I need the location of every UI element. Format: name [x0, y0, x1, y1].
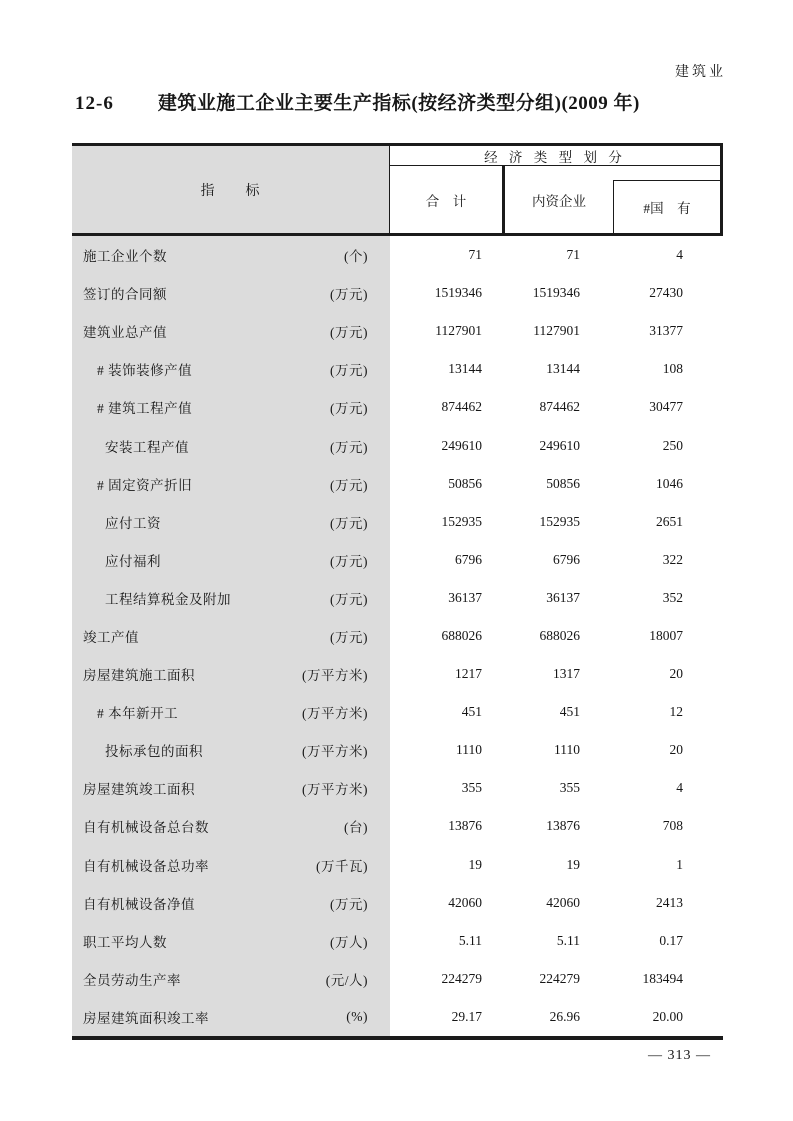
row-indicator-label: # 固定资产折旧 — [97, 477, 193, 493]
row-label-cell — [72, 465, 390, 503]
row-value-state-owned: 108 — [662, 361, 683, 377]
row-value-state-owned: 18007 — [649, 627, 683, 643]
row-value-state-owned: 20.00 — [652, 1008, 683, 1024]
row-label-cell — [72, 579, 390, 617]
row-indicator-label: 全员劳动生产率 — [83, 972, 181, 988]
row-value-domestic: 688026 — [539, 627, 580, 643]
row-indicator-label: 工程结算税金及附加 — [105, 591, 231, 607]
row-value-state-owned: 2651 — [656, 513, 683, 529]
row-unit: (个) — [344, 249, 368, 265]
row-value-total: 1127901 — [435, 323, 482, 339]
table-row — [72, 655, 723, 693]
table-row — [72, 807, 723, 845]
header-economic-type-group: 经 济 类 型 划 分 — [390, 146, 720, 166]
row-value-state-owned: 352 — [662, 589, 683, 605]
table-row — [72, 884, 723, 922]
table-row — [72, 846, 723, 884]
row-value-state-owned: 20 — [669, 742, 683, 758]
row-unit: (万平方米) — [302, 706, 368, 722]
row-value-domestic: 26.96 — [549, 1008, 580, 1024]
row-value-domestic: 19 — [566, 856, 580, 872]
row-indicator-label: 施工企业个数 — [83, 249, 167, 265]
statistics-table — [72, 143, 723, 1040]
row-label-cell — [72, 846, 390, 884]
table-row — [72, 579, 723, 617]
row-value-domestic: 451 — [559, 704, 580, 720]
row-value-total: 13144 — [448, 361, 482, 377]
row-value-total: 355 — [461, 780, 482, 796]
row-value-state-owned: 250 — [662, 437, 683, 453]
header-col-domestic: 内资企业 — [502, 166, 613, 233]
table-row — [72, 960, 723, 998]
row-unit: (万平方米) — [302, 782, 368, 798]
row-indicator-label: 自有机械设备总台数 — [83, 820, 209, 836]
row-unit: (万千瓦) — [316, 858, 368, 874]
row-label-cell — [72, 426, 390, 464]
table-header — [72, 143, 723, 236]
row-indicator-label: 自有机械设备净值 — [83, 896, 195, 912]
row-value-total: 29.17 — [451, 1008, 482, 1024]
row-value-total: 1217 — [455, 666, 482, 682]
table-title-text: 建筑业施工企业主要生产指标(按经济类型分组)(2009 年) — [157, 93, 640, 114]
row-indicator-label: 建筑业总产值 — [83, 325, 167, 341]
row-unit: (万元) — [330, 629, 368, 645]
row-value-total: 71 — [468, 247, 482, 263]
row-label-cell — [72, 541, 390, 579]
row-value-total: 19 — [468, 856, 482, 872]
row-unit: (万元) — [330, 363, 368, 379]
table-row — [72, 388, 723, 426]
page-number: — 313 — — [648, 1048, 711, 1063]
table-row — [72, 350, 723, 388]
table-row — [72, 617, 723, 655]
row-indicator-label: 房屋建筑竣工面积 — [83, 782, 195, 798]
header-col-total: 合 计 — [425, 193, 467, 209]
row-label-cell — [72, 998, 390, 1036]
row-value-domestic: 71 — [566, 247, 580, 263]
row-value-total: 42060 — [448, 894, 482, 910]
row-unit: (万元) — [330, 325, 368, 341]
table-row — [72, 769, 723, 807]
row-value-state-owned: 322 — [662, 551, 683, 567]
table-row — [72, 731, 723, 769]
row-value-total: 36137 — [448, 589, 482, 605]
row-indicator-label: 应付福利 — [105, 553, 161, 569]
table-title — [75, 88, 640, 115]
row-value-total: 451 — [461, 704, 482, 720]
row-indicator-label: 房屋建筑施工面积 — [83, 668, 195, 684]
row-value-total: 152935 — [441, 513, 482, 529]
row-value-state-owned: 27430 — [649, 285, 683, 301]
row-value-state-owned: 4 — [676, 247, 683, 263]
row-unit: (万元) — [330, 439, 368, 455]
row-value-domestic: 36137 — [546, 589, 580, 605]
row-value-state-owned: 31377 — [649, 323, 683, 339]
row-value-state-owned: 708 — [662, 818, 683, 834]
row-value-state-owned: 183494 — [642, 970, 683, 986]
row-unit: (万元) — [330, 515, 368, 531]
table-body — [72, 236, 723, 1040]
row-label-cell — [72, 960, 390, 998]
row-value-state-owned: 30477 — [649, 399, 683, 415]
table-row — [72, 998, 723, 1036]
row-value-total: 1519346 — [434, 285, 482, 301]
row-label-cell — [72, 503, 390, 541]
row-label-cell — [72, 731, 390, 769]
row-unit: (万元) — [330, 591, 368, 607]
row-unit: (万元) — [330, 401, 368, 417]
row-value-total: 13876 — [448, 818, 482, 834]
row-value-domestic: 249610 — [539, 437, 580, 453]
row-value-domestic: 224279 — [539, 970, 580, 986]
row-indicator-label: 房屋建筑面积竣工率 — [83, 1010, 209, 1026]
row-label-cell — [72, 312, 390, 350]
table-row — [72, 312, 723, 350]
row-value-state-owned: 2413 — [656, 894, 683, 910]
row-value-domestic: 6796 — [553, 551, 580, 567]
row-indicator-label: 自有机械设备总功率 — [83, 858, 209, 874]
row-value-state-owned: 1 — [676, 856, 683, 872]
row-label-cell — [72, 617, 390, 655]
row-value-total: 249610 — [441, 437, 482, 453]
row-value-state-owned: 12 — [669, 704, 683, 720]
table-row — [72, 465, 723, 503]
row-value-total: 688026 — [441, 627, 482, 643]
row-value-domestic: 13144 — [546, 361, 580, 377]
row-indicator-label: # 本年新开工 — [97, 706, 179, 722]
row-label-cell — [72, 655, 390, 693]
table-row — [72, 426, 723, 464]
header-indicator: 指 标 — [72, 146, 390, 233]
row-indicator-label: 应付工资 — [105, 515, 161, 531]
row-value-domestic: 42060 — [546, 894, 580, 910]
row-label-cell — [72, 236, 390, 274]
row-value-domestic: 152935 — [539, 513, 580, 529]
row-unit: (万平方米) — [302, 668, 368, 684]
row-value-domestic: 1519346 — [532, 285, 580, 301]
row-value-total: 224279 — [441, 970, 482, 986]
row-value-total: 50856 — [448, 475, 482, 491]
table-row — [72, 922, 723, 960]
chapter-label: 建筑业 — [675, 65, 726, 80]
row-value-domestic: 874462 — [539, 399, 580, 415]
row-unit: (万元) — [330, 896, 368, 912]
row-value-total: 874462 — [441, 399, 482, 415]
row-unit: (万元) — [330, 287, 368, 303]
row-unit: (万元) — [330, 477, 368, 493]
row-value-domestic: 1110 — [554, 742, 580, 758]
table-row — [72, 274, 723, 312]
table-number: 12-6 — [75, 93, 114, 114]
row-indicator-label: 投标承包的面积 — [105, 744, 203, 760]
row-value-domestic: 1127901 — [533, 323, 580, 339]
row-unit: (万元) — [330, 553, 368, 569]
row-label-cell — [72, 693, 390, 731]
row-indicator-label: 安装工程产值 — [105, 439, 189, 455]
row-label-cell — [72, 388, 390, 426]
row-value-total: 5.11 — [458, 932, 482, 948]
row-unit: (%) — [346, 1008, 368, 1024]
row-label-cell — [72, 274, 390, 312]
row-indicator-label: 职工平均人数 — [83, 934, 167, 950]
row-value-domestic: 50856 — [546, 475, 580, 491]
row-unit: (万平方米) — [302, 744, 368, 760]
row-value-state-owned: 0.17 — [659, 932, 683, 948]
row-label-cell — [72, 922, 390, 960]
row-unit: (元/人) — [325, 972, 368, 988]
row-value-domestic: 1317 — [553, 666, 580, 682]
row-indicator-label: # 装饰装修产值 — [97, 363, 193, 379]
row-label-cell — [72, 807, 390, 845]
row-unit: (万人) — [330, 934, 368, 950]
table-row — [72, 503, 723, 541]
row-value-total: 6796 — [455, 551, 482, 567]
row-value-state-owned: 4 — [676, 780, 683, 796]
row-indicator-label: 签订的合同额 — [83, 287, 167, 303]
header-col-state-owned: #国 有 — [613, 180, 720, 233]
row-indicator-label: 竣工产值 — [83, 629, 139, 645]
row-value-domestic: 5.11 — [556, 932, 580, 948]
table-row — [72, 236, 723, 274]
row-unit: (台) — [344, 820, 368, 836]
table-row — [72, 693, 723, 731]
row-value-total: 1110 — [456, 742, 482, 758]
row-value-state-owned: 1046 — [656, 475, 683, 491]
row-indicator-label: # 建筑工程产值 — [97, 401, 193, 417]
row-label-cell — [72, 769, 390, 807]
row-value-domestic: 355 — [559, 780, 580, 796]
row-value-domestic: 13876 — [546, 818, 580, 834]
table-row — [72, 541, 723, 579]
row-label-cell — [72, 350, 390, 388]
row-label-cell — [72, 884, 390, 922]
row-value-state-owned: 20 — [669, 666, 683, 682]
